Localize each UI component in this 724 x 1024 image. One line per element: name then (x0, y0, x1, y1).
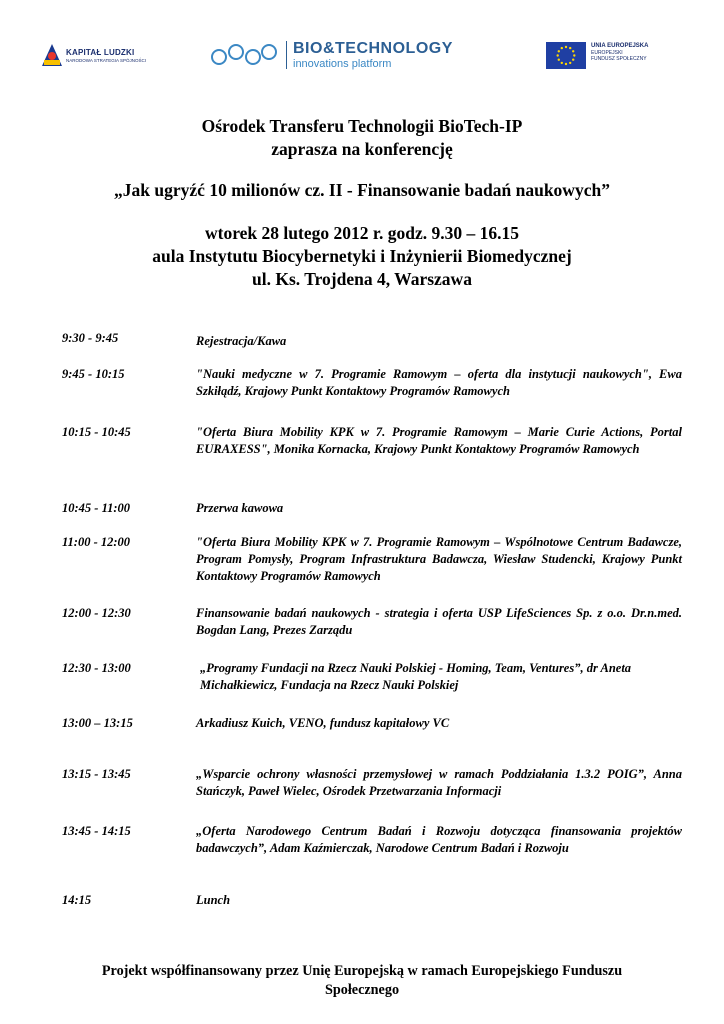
agenda-desc: „Oferta Narodowego Centrum Badań i Rozwoju dotycząca finansowania projektów badawczych”, Adam Kaźmierczak, Narodowe Centrum Badań i Rozwoju (196, 824, 682, 855)
biotech-title: BIO&TECHNOLOGY (293, 40, 453, 57)
biotech-rings-icon (210, 43, 278, 67)
agenda-time: 9:45 - 10:15 (62, 367, 125, 381)
agenda-row (62, 892, 684, 909)
conference-title: „Jak ugryźć 10 milionów cz. II - Finansowanie badań naukowych” (114, 180, 610, 200)
biotech-subtitle: innovations platform (293, 58, 392, 70)
agenda-row (62, 823, 684, 857)
agenda-desc: Przerwa kawowa (196, 501, 284, 515)
agenda-time: 14:15 (62, 893, 92, 907)
agenda-desc: Finansowanie badań naukowych - strategia i oferta USP LifeSciences Sp. z o.o. Dr.n.med. Bogdan Lang, Prezes Zarządu (196, 606, 682, 637)
invite-line: zaprasza na konferencję (271, 139, 453, 159)
conference-address: ul. Ks. Trojdena 4, Warszawa (252, 269, 472, 289)
agenda-row (62, 500, 684, 517)
eu-flag-icon (546, 42, 586, 69)
logo-bar (0, 38, 724, 82)
agenda-desc: Arkadiusz Kuich, VENO, fundusz kapitałowy VC (196, 716, 450, 730)
kapital-ludzki-logo (42, 42, 146, 68)
kapital-ludzki-subtitle: NARODOWA STRATEGIA SPÓJNOŚCI (66, 57, 147, 63)
kapital-ludzki-title: KAPITAŁ LUDZKI (66, 47, 135, 57)
footer-line2: Społecznego (324, 982, 400, 998)
agenda-row (62, 660, 684, 694)
agenda-time: 12:30 - 13:00 (62, 661, 131, 675)
biotechnology-logo (210, 40, 453, 70)
footer-funding-note (40, 962, 684, 1000)
agenda-time: 13:15 - 13:45 (62, 767, 131, 781)
agenda-time: 11:00 - 12:00 (62, 535, 131, 549)
kapital-ludzki-emblem-icon (42, 42, 62, 68)
agenda-time: 10:45 - 11:00 (62, 501, 131, 515)
agenda-desc: „Wsparcie ochrony własności przemysłowej w ramach Poddziałania 1.3.2 POIG”, Anna Stańczyk, Paweł Wielec, Ośrodek Przetwarzania Informacji (196, 767, 682, 798)
agenda-row (62, 330, 684, 350)
agenda-row (62, 766, 684, 800)
eu-efs-logo (546, 42, 648, 69)
agenda-row (62, 366, 684, 400)
organizer-line: Ośrodek Transferu Technologii BioTech-IP (201, 116, 523, 136)
agenda-row (62, 715, 684, 732)
conference-venue: aula Instytutu Biocybernetyki i Inżynierii Biomedycznej (152, 246, 572, 266)
agenda-time: 13:45 - 14:15 (62, 824, 131, 838)
agenda-desc: „Programy Fundacji na Rzecz Nauki Polskiej - Homing, Team, Ventures”, dr Aneta Michałkiewicz, Fundacja na Rzecz Nauki Polskiej (200, 661, 632, 692)
eu-line2: EUROPEJSKI (591, 50, 623, 56)
eu-line3: FUNDUSZ SPOŁECZNY (591, 56, 647, 62)
agenda-time: 9:30 - 9:45 (62, 331, 119, 345)
agenda-time: 10:15 - 10:45 (62, 425, 131, 439)
agenda-row (62, 424, 684, 458)
agenda-desc: "Oferta Biura Mobility KPK w 7. Programie Ramowym – Wspólnotowe Centrum Badawcze, Program Pomysły, Program Infrastruktura Badawcza, Wiesław Studencki, Krajowy Punkt Kontaktowy Programów Ramowych (196, 535, 682, 583)
agenda-time: 12:00 - 12:30 (62, 606, 131, 620)
agenda-desc: Rejestracja/Kawa (196, 334, 287, 348)
invitation-header (40, 115, 684, 291)
agenda-time: 13:00 – 13:15 (62, 716, 133, 730)
logo-separator (286, 41, 287, 69)
agenda-desc: "Oferta Biura Mobility KPK w 7. Programie Ramowym – Marie Curie Actions, Portal EURAXESS", Monika Kornacka, Krajowy Punkt Kontaktowy Programów Ramowych (196, 425, 682, 456)
agenda-desc: "Nauki medyczne w 7. Programie Ramowym – oferta dla instytucji naukowych", Ewa Szkiłądź, Krajowy Punkt Kontaktowy Programów Ramowych (196, 367, 682, 398)
eu-line1: UNIA EUROPEJSKA (591, 43, 649, 49)
agenda-row (62, 605, 684, 639)
conference-date: wtorek 28 lutego 2012 r. godz. 9.30 – 16.15 (204, 223, 520, 243)
footer-line1: Projekt współfinansowany przez Unię Europejską w ramach Europejskiego Funduszu (101, 963, 623, 979)
agenda-desc: Lunch (196, 893, 231, 907)
agenda-row (62, 534, 684, 585)
